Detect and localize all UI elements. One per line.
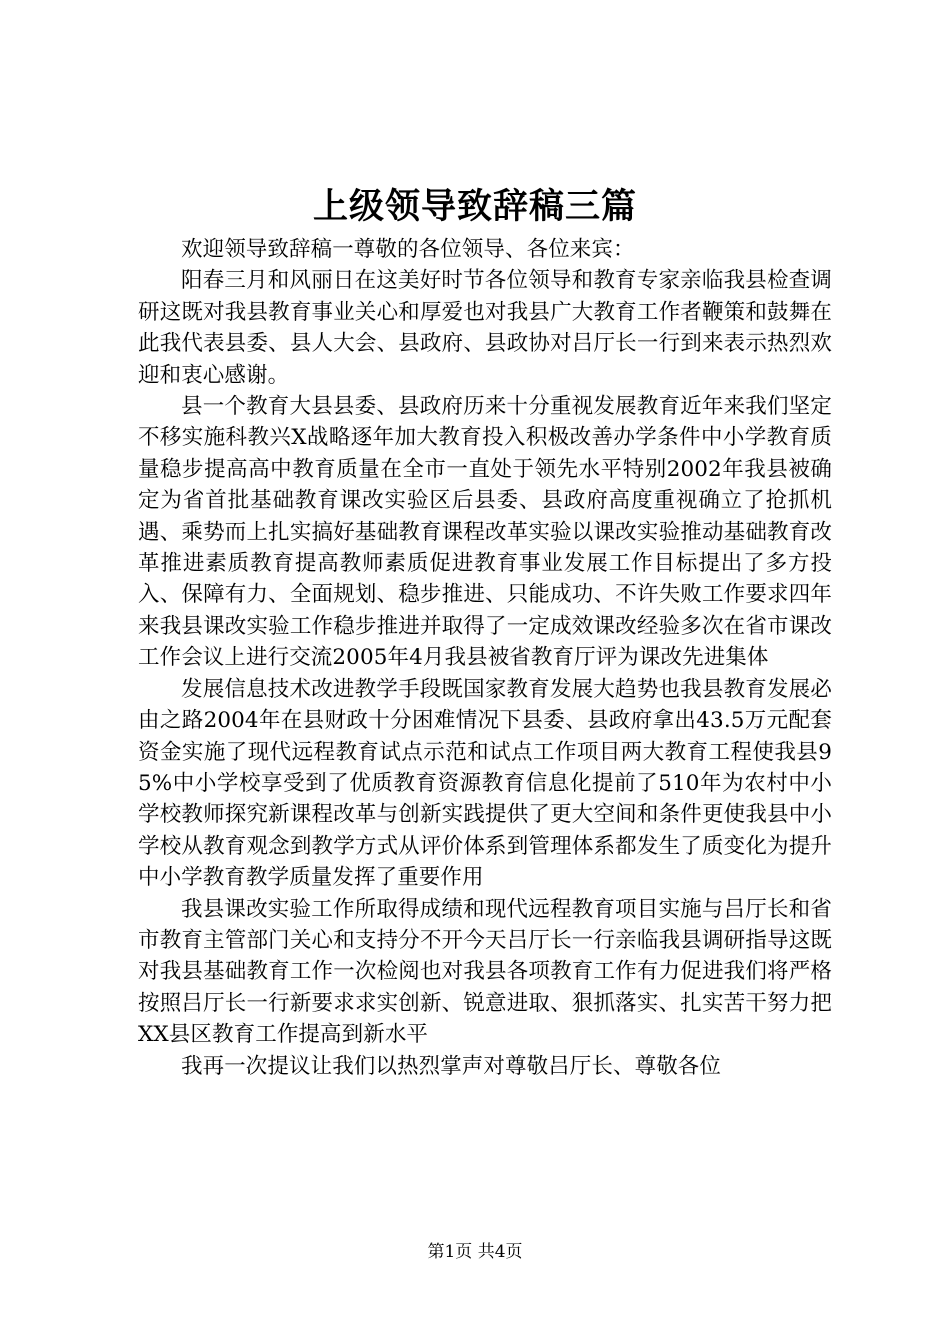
paragraph-closing: 我再一次提议让我们以热烈掌声对尊敬吕厅长、尊敬各位: [181, 1053, 722, 1079]
document-body: [138, 234, 832, 1082]
document-title: 上级领导致辞稿三篇: [312, 186, 637, 227]
paragraph-welcome: 阳春三月和风丽日在这美好时节各位领导和教育专家亲临我县检查调研这既对我县教育事业关心和厚爱也对我县广大教育工作者鞭策和鼓舞在此我代表县委、县人大会、县政府、县政协对吕厅长一行到来表示热烈欢迎和衷心感谢。: [138, 268, 832, 388]
paragraph-education-reform: 县一个教育大县县委、县政府历来十分重视发展教育近年来我们坚定不移实施科教兴X战略逐年加大教育投入积极改善办学条件中小学教育质量稳步提高高中教育质量在全市一直处于领先水平特别2002年我县被确定为省首批基础教育课改实验区后县委、县政府高度重视确立了抢抓机遇、乘势而上扎实搞好基础教育课程改革实验以课改实验推动基础教育改革推进素质教育提高教师素质促进教育事业发展工作目标提出了多方投入、保障有力、全面规划、稳步推进、只能成功、不许失败工作要求四年来我县课改实验工作稳步推进并取得了一定成效课改经验多次在省市课改工作会议上进行交流2005年4月我县被省教育厅评为课改先进集体: [138, 394, 832, 671]
paragraph-information-technology: 发展信息技术改进教学手段既国家教育发展大趋势也我县教育发展必由之路2004年在县财政十分困难情况下县委、县政府拿出43.5万元配套资金实施了现代远程教育试点示范和试点工作项目两大教育工程使我县95%中小学校享受到了优质教育资源教育信息化提前了510年为农村中小学校教师探究新课程改革与创新实践提供了更大空间和条件更使我县中小学校从教育观念到教学方式从评价体系到管理体系都发生了质变化为提升中小学教育教学质量发挥了重要作用: [138, 676, 832, 891]
paragraph-achievements: 我县课改实验工作所取得成绩和现代远程教育项目实施与吕厅长和省市教育主管部门关心和支持分不开今天吕厅长一行亲临我县调研指导这既对我县基础教育工作一次检阅也对我县各项教育工作有力促进我们将严格按照吕厅长一行新要求求实创新、锐意进取、狠抓落实、扎实苦干努力把XX县区教育工作提高到新水平: [138, 896, 832, 1048]
page-footer: 第1页 共4页: [427, 1242, 523, 1262]
paragraph-greeting: 欢迎领导致辞稿一尊敬的各位领导、各位来宾：: [181, 237, 635, 262]
